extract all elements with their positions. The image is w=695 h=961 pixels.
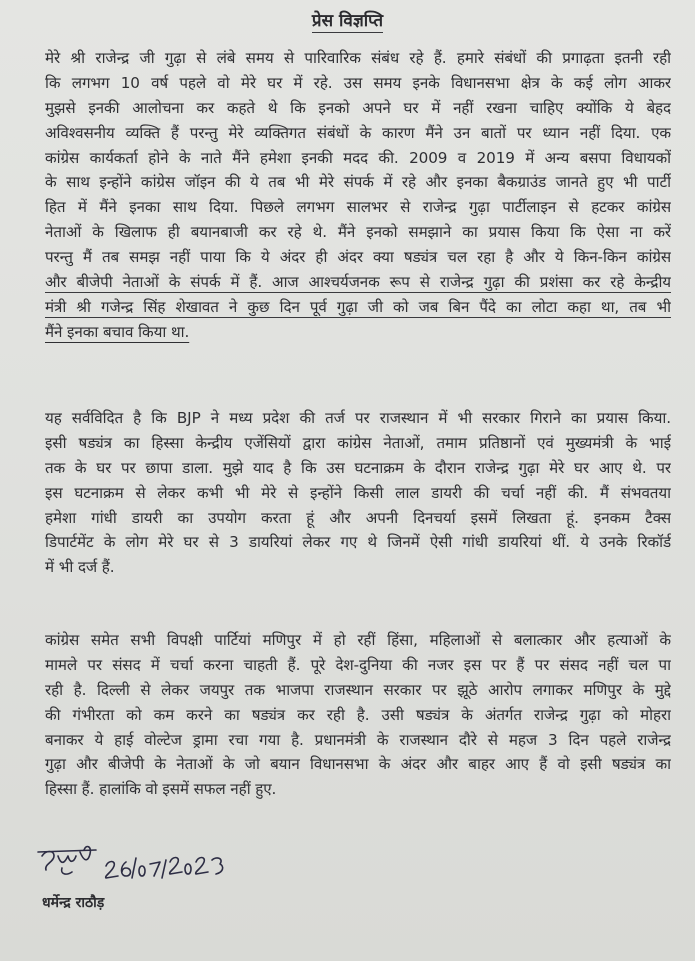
- paragraph-line: कांग्रेस समेत सभी विपक्षी पार्टियां मणिपुर में हो रहीं हिंसा, महिलाओं से बलात्कार और हत्याओं के: [45, 631, 671, 649]
- underlined-line: मंत्री श्री गजेन्द्र सिंह शेखावत ने कुछ दिन पूर्व गुढ़ा जी को जब बिन पैंदे का लोटा कहा था, तब भी: [45, 297, 671, 316]
- paragraph-line: बनाकर ये हाई वोल्टेज ड्रामा रचा गया है. प्रधानमंत्री के राजस्थान दौरे से महज 3 दिन पहले राजेन्द्र: [45, 730, 671, 749]
- document-title-text: प्रेस विज्ञप्ति: [311, 11, 384, 31]
- underlined-line-last: [45, 320, 671, 345]
- paragraph-line: मुझसे इनकी आलोचना कर कहते थे कि इनको अपने घर में नहीं रखना चाहिए क्योंकि ये बेहद: [45, 98, 671, 117]
- signer-name: धर्मेन्द्र राठौड़: [42, 895, 105, 911]
- underlined-line: और बीजेपी नेताओं के संपर्क में हैं. आज आश्चर्यजनक रूप से राजेन्द्र गुढ़ा की प्रशंसा कर रहे केन्द्रीय: [45, 273, 671, 292]
- paragraph-3: [45, 628, 671, 802]
- handwritten-signature: [32, 838, 232, 896]
- paragraph-line: की गंभीरता को कम करने का षड्यंत्र कर रही है. उसी षड्यंत्र के अंतर्गत राजेन्द्र गुढ़ा को मोहरा: [45, 705, 671, 724]
- paragraph-line: हमेशा गांधी डायरी का उपयोग करता हूं और अपनी दिनचर्या इसमें लिखता हूं. इनकम टैक्स: [45, 508, 671, 527]
- paragraph-line: रही है. दिल्ली से लेकर जयपुर तक भाजपा राजस्थान सरकार पर झूठे आरोप लगाकर मणिपुर के मुद्दे: [45, 680, 671, 699]
- paragraph-line: यह सर्वविदित है कि BJP ने मध्य प्रदेश की तर्ज पर राजस्थान में भी सरकार गिराने का प्रयास किया.: [45, 409, 671, 427]
- paragraph-line: तक के घर पर छापा डाला. मुझे याद है कि उस घटनाक्रम के दौरान राजेन्द्र गुढ़ा मेरे घर आए थे. पर: [45, 458, 671, 477]
- underlined-text: मैंने इनका बचाव किया था.: [45, 322, 190, 341]
- paragraph-line: गुढ़ा और बीजेपी के नेताओं के जो बयान विधानसभा के अंदर और बाहर आए हैं वो इसी षड्यंत्र का: [45, 755, 671, 774]
- paragraph-line: में भी दर्ज हैं.: [45, 558, 115, 577]
- paragraph-line: मेरे श्री राजेन्द्र जी गुढ़ा से लंबे समय से पारिवारिक संबंध रहे हैं. हमारे संबंधों की प्रगाढ़ता इतनी रही: [45, 49, 671, 67]
- paragraph-line: कि लगभग 10 वर्ष पहले वो मेरे घर में रहे. उस समय इनके विधानसभा क्षेत्र के कई लोग आकर: [45, 73, 671, 92]
- document-title: [0, 10, 695, 32]
- paragraph-line: डिपार्टमेंट के लोग मेरे घर से 3 डायरियां लेकर गए थे जिनमें ऐसी गांधी डायरियां थीं. ये उनके रिकॉर्ड: [45, 533, 671, 552]
- paragraph-line: अविश्वसनीय व्यक्ति हैं परन्तु मेरे व्यक्तिगत संबंधों के कारण मैंने उन बातों पर ध्यान नहीं दिया. एक: [45, 123, 671, 142]
- paragraph-1: [45, 46, 671, 345]
- paragraph-2: [45, 406, 671, 580]
- paragraph-line: के साथ इन्होंने कांग्रेस जॉइन की ये तब भी मेरे संपर्क में रहे और इनका बैकग्राउंड जानते हुए भी पार्टी: [45, 173, 671, 192]
- paragraph-line: हिस्सा हैं. हालांकि वो इसमें सफल नहीं हुए.: [45, 780, 277, 799]
- paragraph-line: परन्तु मैं तब समझ नहीं पाया कि ये अंदर ही अंदर क्या षड्यंत्र चल रहा है और ये किन-किन कांग्रेस: [45, 248, 671, 267]
- paragraph-line: कांग्रेस कार्यकर्ता होने के नाते मैंने हमेशा इनकी मदद की. 2009 व 2019 में अन्य बसपा विधायकों: [45, 148, 671, 167]
- paragraph-line: हित में मैंने इनका साथ दिया. पिछले लगभग सालभर से राजेन्द्र गुढ़ा पार्टीलाइन से हटकर कांग्रेस: [45, 198, 671, 217]
- paragraph-line: नेताओं के खिलाफ ही बयानबाजी कर रहे थे. मैंने इनको समझाने का प्रयास किया कि ऐसा ना करें: [45, 223, 671, 242]
- paragraph-line: मामले पर संसद में चर्चा करना चाहती हैं. पूरे देश-दुनिया की नजर इस पर हैं पर संसद नहीं चल पा: [45, 655, 671, 674]
- paragraph-line: इसी षड्यंत्र का हिस्सा केन्द्रीय एजेंसियों द्वारा कांग्रेस नेताओं, तमाम प्रतिष्ठानों एवं मुख्यमंत्री के भाई: [45, 433, 671, 452]
- paragraph-line: इस घटनाक्रम से लेकर कभी भी मेरे से इन्होंने किसी लाल डायरी की चर्चा नहीं की. मैं संभवतया: [45, 483, 671, 502]
